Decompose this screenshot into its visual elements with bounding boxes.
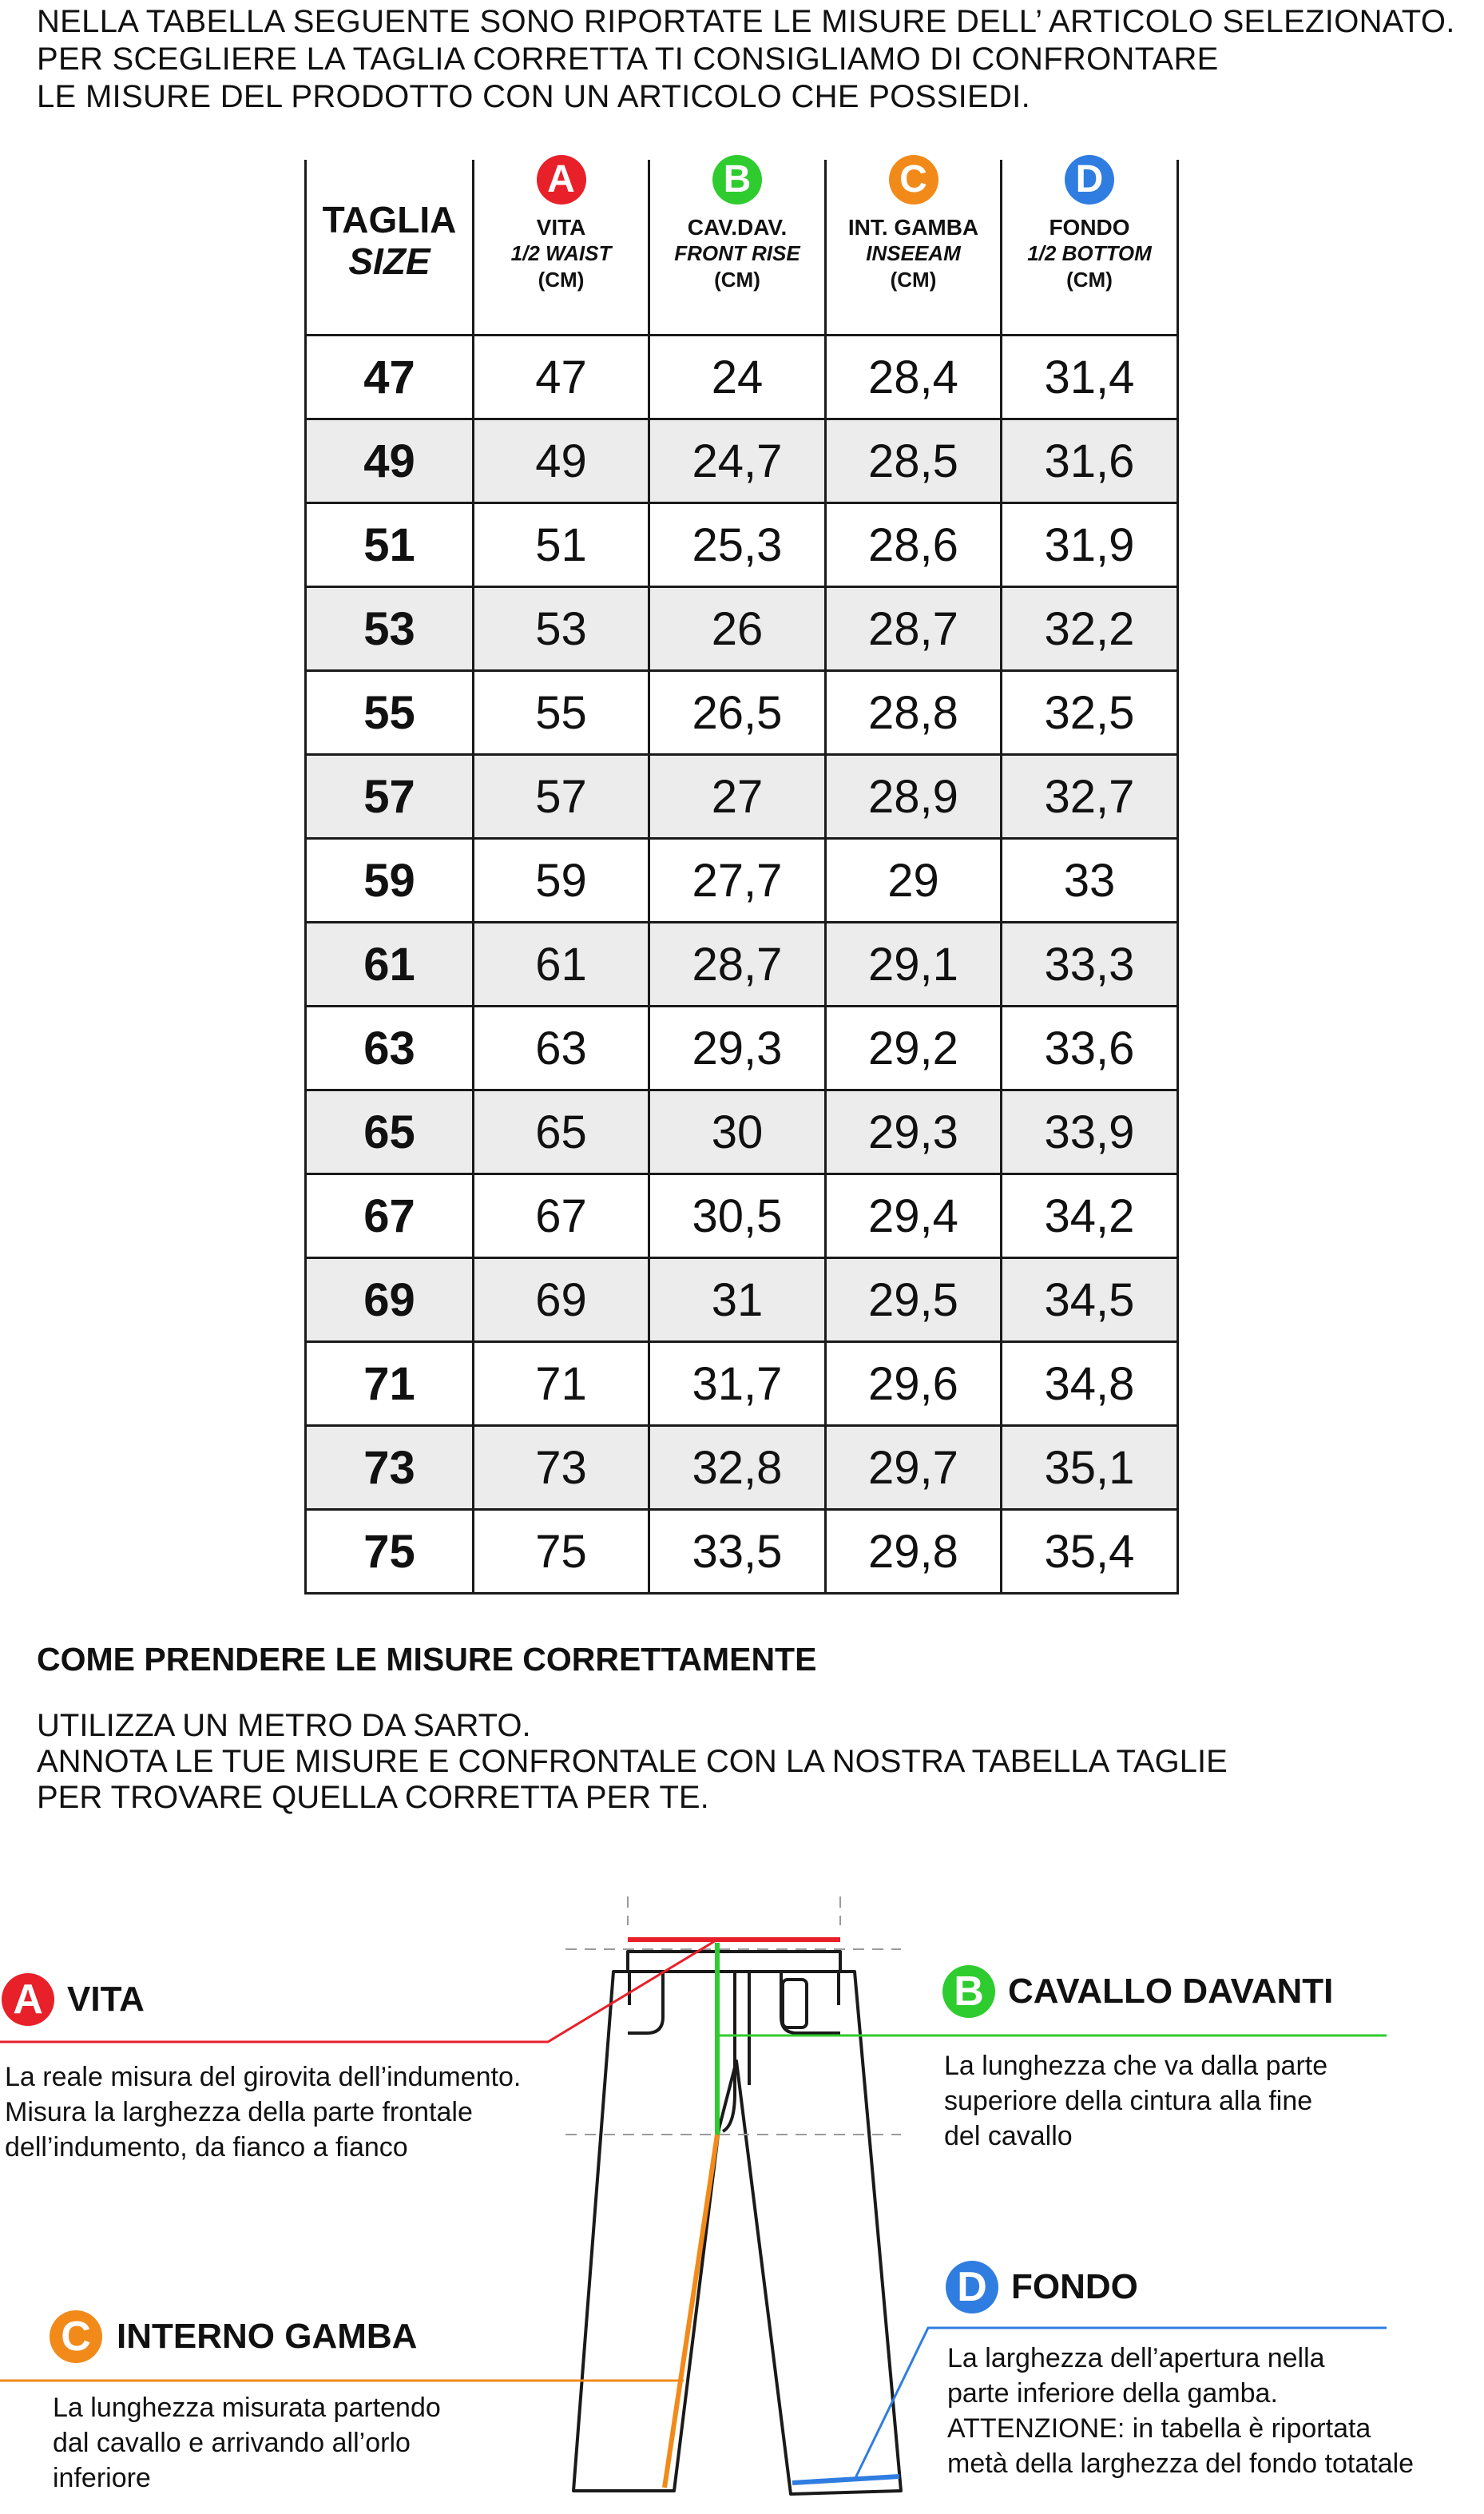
size-cell: 61 [306, 923, 474, 1007]
column-header-en: FRONT RISE [674, 241, 800, 265]
measure-cell: 26 [649, 587, 826, 671]
desc-line: dell’indumento, da fianco a fianco [5, 2132, 408, 2163]
column-header-en: INSEEAM [866, 241, 961, 265]
column-header-unit: (CM) [714, 268, 760, 292]
measure-cell: 29,8 [826, 1510, 1002, 1594]
section-title-interno: INTERNO GAMBA [117, 2317, 418, 2356]
measure-cell: 47 [474, 336, 649, 419]
column-header-bottom [1002, 160, 1178, 336]
column-header-unit: (CM) [1066, 268, 1113, 292]
desc-line: parte inferiore della gamba. [947, 2378, 1278, 2409]
table-row [306, 1007, 1178, 1090]
measure-cell: 69 [474, 1258, 649, 1342]
size-cell: 71 [306, 1342, 474, 1426]
table-row [306, 1510, 1178, 1594]
badge-c-icon: C [50, 2310, 102, 2363]
badge-d-icon: D [946, 2261, 998, 2313]
measure-cell: 29,7 [826, 1426, 1002, 1510]
measure-cell: 29,5 [826, 1258, 1002, 1342]
measure-cell: 31,9 [1002, 503, 1178, 587]
badge-b-icon: B [942, 1965, 995, 2018]
table-header-row [306, 160, 1178, 336]
measure-cell: 32,7 [1002, 755, 1178, 839]
inseam-measure-line [665, 2135, 717, 2488]
measure-cell: 67 [474, 1174, 649, 1258]
measure-cell: 29,3 [649, 1007, 826, 1090]
measure-cell: 33,6 [1002, 1007, 1178, 1090]
trousers-outline-icon [573, 1952, 901, 2494]
measure-cell: 29,3 [826, 1090, 1002, 1174]
measure-cell: 28,7 [826, 587, 1002, 671]
size-cell: 49 [306, 419, 474, 503]
column-header-unit: (CM) [538, 268, 585, 292]
measure-cell: 31,6 [1002, 419, 1178, 503]
measure-cell: 32,2 [1002, 587, 1178, 671]
measure-cell: 25,3 [649, 503, 826, 587]
table-row [306, 1342, 1178, 1426]
intro-text [37, 3, 1474, 116]
table-row [306, 1426, 1178, 1510]
measure-cell: 28,6 [826, 503, 1002, 587]
column-header-it: CAV.DAV. [687, 215, 788, 240]
size-cell: 67 [306, 1174, 474, 1258]
table-row [306, 839, 1178, 923]
measure-cell: 73 [474, 1426, 649, 1510]
desc-line: Misura la larghezza della parte frontale [5, 2097, 473, 2127]
measure-cell: 61 [474, 923, 649, 1007]
section-desc-interno [53, 2390, 441, 2496]
measure-cell: 28,9 [826, 755, 1002, 839]
section-title-fondo: FONDO [1011, 2267, 1138, 2306]
how-to-line: ANNOTA LE TUE MISURE E CONFRONTALE CON LA NOSTRA TABELLA TAGLIE [37, 1744, 1228, 1779]
column-header-it: FONDO [1049, 215, 1130, 240]
badge-c-icon: C [889, 155, 938, 205]
size-cell: 57 [306, 755, 474, 839]
column-header-front-rise [649, 160, 826, 336]
table-row [306, 587, 1178, 671]
table-row [306, 1258, 1178, 1342]
section-title-vita: VITA [67, 1980, 145, 2019]
intro-line: NELLA TABELLA SEGUENTE SONO RIPORTATE LE MISURE DELL’ ARTICOLO SELEZIONATO. [37, 4, 1455, 39]
measure-cell: 33,3 [1002, 923, 1178, 1007]
table-row [306, 419, 1178, 503]
column-header-waist [474, 160, 649, 336]
badge-b-icon: B [712, 155, 762, 205]
how-to-line: UTILIZZA UN METRO DA SARTO. [37, 1708, 531, 1743]
measure-cell: 33,5 [649, 1510, 826, 1594]
measure-cell: 28,4 [826, 336, 1002, 419]
measure-cell: 29,6 [826, 1342, 1002, 1426]
bottom-measure-line [792, 2476, 899, 2483]
column-header-en: 1/2 BOTTOM [1027, 241, 1152, 265]
measure-cell: 28,5 [826, 419, 1002, 503]
measure-cell: 55 [474, 671, 649, 755]
measure-cell: 27,7 [649, 839, 826, 923]
desc-line: La lunghezza misurata partendo [53, 2393, 441, 2423]
measure-cell: 24 [649, 336, 826, 419]
intro-line: LE MISURE DEL PRODOTTO CON UN ARTICOLO CHE POSSIEDI. [37, 79, 1030, 114]
badge-d-icon: D [1065, 155, 1114, 205]
size-column-header [306, 160, 474, 336]
measure-cell: 31 [649, 1258, 826, 1342]
desc-line: superiore della cintura alla fine [944, 2086, 1313, 2116]
column-header-inseam [826, 160, 1002, 336]
size-header-main: TAGLIA [322, 199, 457, 240]
measure-cell: 33,9 [1002, 1090, 1178, 1174]
table-row [306, 923, 1178, 1007]
measure-cell: 75 [474, 1510, 649, 1594]
desc-line: La lunghezza che va dalla parte [944, 2051, 1328, 2081]
desc-line: dal cavallo e arrivando all’orlo [53, 2428, 411, 2458]
section-desc-vita [5, 2059, 521, 2165]
measure-cell: 27 [649, 755, 826, 839]
table-row [306, 671, 1178, 755]
size-cell: 63 [306, 1007, 474, 1090]
column-header-unit: (CM) [890, 268, 937, 292]
measure-cell: 34,5 [1002, 1258, 1178, 1342]
badge-a-icon: A [2, 1973, 54, 2026]
measure-cell: 26,5 [649, 671, 826, 755]
measure-cell: 71 [474, 1342, 649, 1426]
measure-cell: 34,8 [1002, 1342, 1178, 1426]
badge-a-icon: A [537, 155, 586, 205]
desc-line: ATTENZIONE: in tabella è riportata [947, 2413, 1371, 2444]
measure-cell: 33 [1002, 839, 1178, 923]
section-title-cavallo: CAVALLO DAVANTI [1008, 1972, 1334, 2011]
measure-cell: 35,4 [1002, 1510, 1178, 1594]
measure-cell: 28,8 [826, 671, 1002, 755]
size-header-sub: SIZE [348, 240, 431, 282]
column-header-en: 1/2 WAIST [510, 241, 612, 265]
size-cell: 53 [306, 587, 474, 671]
measure-cell: 29 [826, 839, 1002, 923]
table-row [306, 1090, 1178, 1174]
column-header-it: VITA [536, 215, 586, 240]
measure-cell: 29,1 [826, 923, 1002, 1007]
section-desc-fondo [947, 2341, 1414, 2481]
size-cell: 73 [306, 1426, 474, 1510]
measure-cell: 35,1 [1002, 1426, 1178, 1510]
table-row [306, 1174, 1178, 1258]
measure-cell: 32,8 [649, 1426, 826, 1510]
measure-cell: 59 [474, 839, 649, 923]
table-row [306, 336, 1178, 419]
measure-cell: 30,5 [649, 1174, 826, 1258]
measure-cell: 63 [474, 1007, 649, 1090]
measure-cell: 32,5 [1002, 671, 1178, 755]
measure-cell: 57 [474, 755, 649, 839]
size-cell: 65 [306, 1090, 474, 1174]
measure-cell: 31,7 [649, 1342, 826, 1426]
size-table [304, 160, 1179, 1595]
size-cell: 51 [306, 503, 474, 587]
size-cell: 69 [306, 1258, 474, 1342]
measure-cell: 53 [474, 587, 649, 671]
how-to-title: COME PRENDERE LE MISURE CORRETTAMENTE [37, 1641, 817, 1678]
desc-line: del cavallo [944, 2121, 1073, 2151]
intro-line: PER SCEGLIERE LA TAGLIA CORRETTA TI CONSIGLIAMO DI CONFRONTARE [37, 42, 1219, 77]
how-to-line: PER TROVARE QUELLA CORRETTA PER TE. [37, 1780, 709, 1815]
size-cell: 59 [306, 839, 474, 923]
section-desc-cavallo [944, 2048, 1327, 2154]
size-cell: 75 [306, 1510, 474, 1594]
desc-line: metà della larghezza del fondo totatale [947, 2448, 1415, 2479]
how-to-text [37, 1708, 1228, 1816]
measure-cell: 51 [474, 503, 649, 587]
size-cell: 47 [306, 336, 474, 419]
measure-cell: 31,4 [1002, 336, 1178, 419]
desc-line: inferiore [53, 2463, 151, 2493]
desc-line: La larghezza dell’apertura nella [947, 2343, 1325, 2373]
table-row [306, 755, 1178, 839]
measure-cell: 49 [474, 419, 649, 503]
measure-cell: 29,2 [826, 1007, 1002, 1090]
column-header-it: INT. GAMBA [847, 215, 979, 240]
measure-cell: 34,2 [1002, 1174, 1178, 1258]
measure-cell: 30 [649, 1090, 826, 1174]
table-row [306, 503, 1178, 587]
desc-line: La reale misura del girovita dell’indumento. [5, 2062, 522, 2092]
size-cell: 55 [306, 671, 474, 755]
measure-cell: 65 [474, 1090, 649, 1174]
measure-cell: 28,7 [649, 923, 826, 1007]
measure-cell: 24,7 [649, 419, 826, 503]
measure-cell: 29,4 [826, 1174, 1002, 1258]
table-body [306, 336, 1178, 1594]
